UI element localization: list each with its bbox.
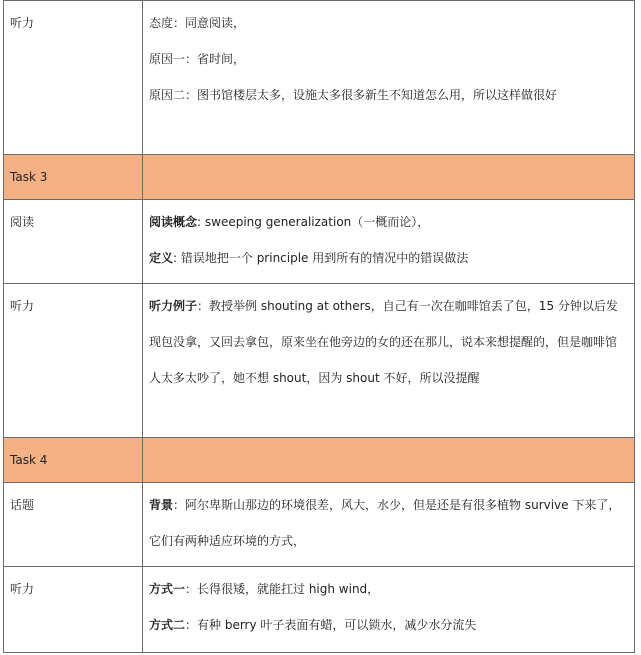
section-title: Task 4 [10,453,48,467]
table-row [4,284,635,438]
content-line [149,284,628,396]
content-line: 原因一：省时间， [149,52,246,66]
table-row [4,567,635,653]
content-line: 原因二：图书馆楼层太多，设施太多很多新生不知道怎么用，所以这样做很好 [149,88,558,102]
content-line-bold: 方式一 [149,582,186,596]
content-line-text: ：教授举例 shouting at others，自己有一次在咖啡馆丢了包，15 分钟以后发现包没拿，又回去拿包，原来坐在他旁边的女的还在那儿，说本来想提醒的，但是咖啡馆人太多太吵了，她不想 shout，因为 shout 不好，所以没提醒 [149,299,618,385]
content-line-bold: 阅读概念 [149,215,198,229]
content-line-bold: 方式二 [149,618,186,632]
section-title-cell [4,155,143,200]
row-label-cell [4,567,143,653]
row-content-cell [143,1,635,155]
row-content-cell [143,200,635,284]
row-label: 话题 [10,498,35,512]
content-line-text: : 错误地把一个 principle 用到所有的情况中的错误做法 [173,251,469,265]
section-header-row [4,155,635,200]
section-empty-cell [143,155,635,200]
content-line [149,231,628,267]
content-line-bold: 听力例子 [149,299,198,313]
table-row [4,200,635,284]
row-content-cell [143,284,635,438]
row-label: 听力 [10,582,35,596]
content-line: 态度：同意阅读， [149,16,246,30]
row-label-cell [4,1,143,155]
content-line [149,598,628,634]
content-line [149,567,628,598]
section-header-row [4,438,635,483]
row-label: 阅读 [10,215,35,229]
content-line [149,483,628,559]
table-row [4,1,635,155]
row-label-cell [4,200,143,284]
row-label: 听力 [10,16,35,30]
notes-table [3,0,635,653]
table-row [4,483,635,567]
content-line-text: : sweeping generalization（一概而论）， [197,215,430,229]
content-line-text: ：阿尔卑斯山那边的环境很差，风大，水少，但是还是有很多植物 survive 下来了，它们有两种适应环境的方式， [149,498,621,548]
content-line-bold: 背景 [149,498,174,512]
row-content-cell [143,567,635,653]
content-line-bold: 定义 [149,251,174,265]
content-line [149,200,628,231]
content-line-text: ：长得很矮，就能扛过 high wind， [185,582,380,596]
row-label: 听力 [10,299,35,313]
content-line-text: ：有种 berry 叶子表面有蜡，可以锁水，减少水分流失 [185,618,477,632]
section-title: Task 3 [10,170,48,184]
row-label-cell [4,284,143,438]
section-empty-cell [143,438,635,483]
row-label-cell [4,483,143,567]
section-title-cell [4,438,143,483]
row-content-cell [143,483,635,567]
